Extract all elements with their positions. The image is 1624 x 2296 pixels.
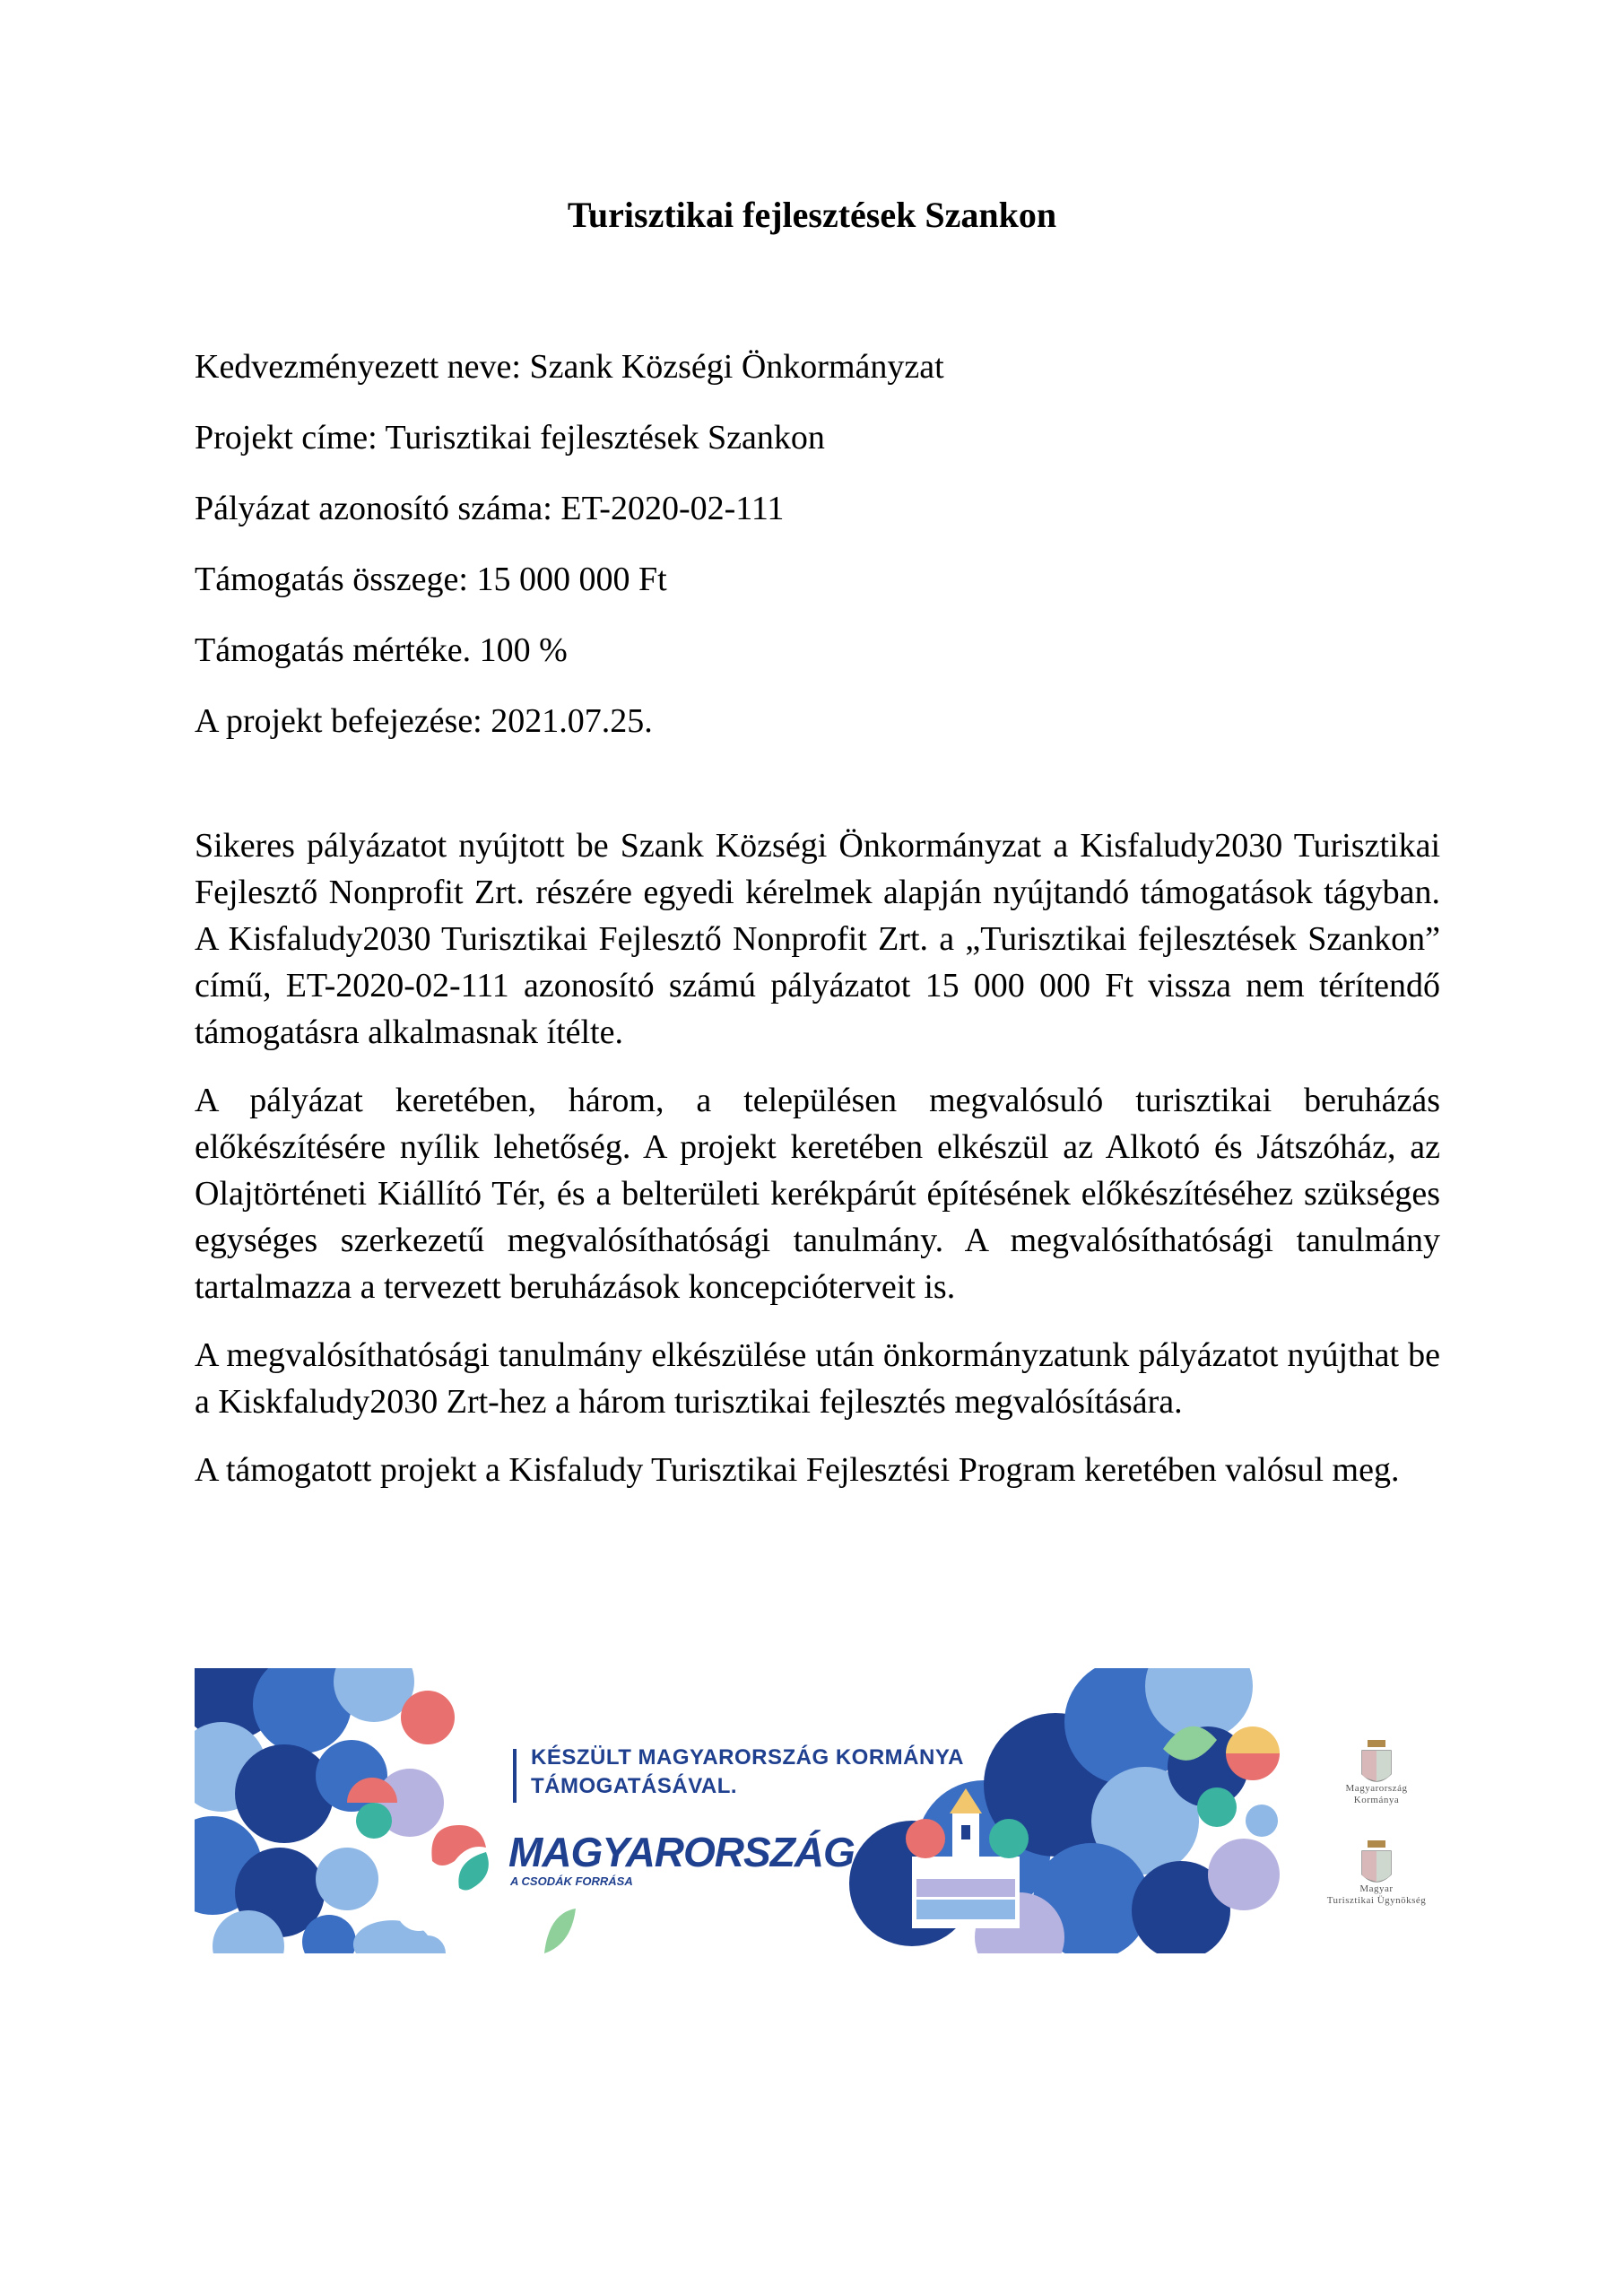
application-id: Pályázat azonosító száma: ET-2020-02-111 bbox=[195, 490, 785, 527]
document-title: Turisztikai fejlesztések Szankon bbox=[567, 195, 1057, 235]
funding-banner bbox=[195, 1668, 1440, 1953]
project-details bbox=[195, 332, 1450, 757]
banner-divider bbox=[513, 1749, 517, 1803]
tourism-agency-crest-label bbox=[1305, 1883, 1440, 1907]
paragraph: A pályázat keretében, három, a településen megvalósuló turisztikai beruházás előkészítésére nyílik lehetőség. A projekt keretében elkészül az Alkotó és Játszóház, az Olajtörténeti Kiállító Tér, és a belterületi kerékpárút építésének előkészítéséhez szükséges egységes szerkezetű megvalósíthatósági tanulmány. A megvalósíthatósági tanulmány tartalmazza a tervezett beruházások koncepcióterveit is. bbox=[195, 1082, 1440, 1306]
crest-label-line: Magyarország bbox=[1345, 1783, 1408, 1794]
brand-name: MAGYARORSZÁG bbox=[508, 1829, 855, 1875]
paragraph: A megvalósíthatósági tanulmány elkészülése után önkormányzatunk pályázatot nyújthat be a Kiskfaludy2030 Zrt-hez a három turisztikai fejlesztés megvalósítására. bbox=[195, 1336, 1440, 1421]
grant-rate: Támogatás mértéke. 100 % bbox=[195, 631, 568, 669]
paragraph: Sikeres pályázatot nyújtott be Szank Községi Önkormányzat a Kisfaludy2030 Turisztikai Fejlesztő Nonprofit Zrt. részére egyedi kérelmek alapján nyújtandó támogatások tágyban. A Kisfaludy2030 Turisztikai Fejlesztő Nonprofit Zrt. a „Turisztikai fejlesztések Szankon” című, ET-2020-02-111 azonosító számú pályázatot 15 000 000 Ft vissza nem térítendő támogatásra alkalmasnak ítélte. bbox=[195, 827, 1440, 1051]
paragraph: A támogatott projekt a Kisfaludy Turisztikai Fejlesztési Program keretében valósul meg. bbox=[195, 1451, 1400, 1489]
crest-label-line: Turisztikai Ügynökség bbox=[1326, 1895, 1427, 1906]
grant-amount: Támogatás összege: 15 000 000 Ft bbox=[195, 561, 667, 598]
document-body bbox=[195, 822, 1440, 1515]
brand-tagline: A CSODÁK FORRÁSA bbox=[510, 1874, 633, 1888]
coat-of-arms-icon bbox=[1362, 1840, 1391, 1882]
government-support-line1: KÉSZÜLT MAGYARORSZÁG KORMÁNYA bbox=[531, 1745, 964, 1770]
completion-date: A projekt befejezése: 2021.07.25. bbox=[195, 702, 653, 740]
crest-label-line: Magyar bbox=[1359, 1883, 1394, 1894]
government-support-line2: TÁMOGATÁSÁVAL. bbox=[531, 1774, 738, 1798]
crest-label-line: Kormánya bbox=[1353, 1795, 1400, 1805]
government-crest-label bbox=[1305, 1783, 1440, 1806]
banner-pattern-graphic bbox=[195, 1668, 1440, 1953]
project-title: Projekt címe: Turisztikai fejlesztések Szankon bbox=[195, 419, 825, 457]
beneficiary-name: Kedvezményezett neve: Szank Községi Önkormányzat bbox=[195, 348, 944, 386]
coat-of-arms-icon bbox=[1362, 1740, 1391, 1781]
